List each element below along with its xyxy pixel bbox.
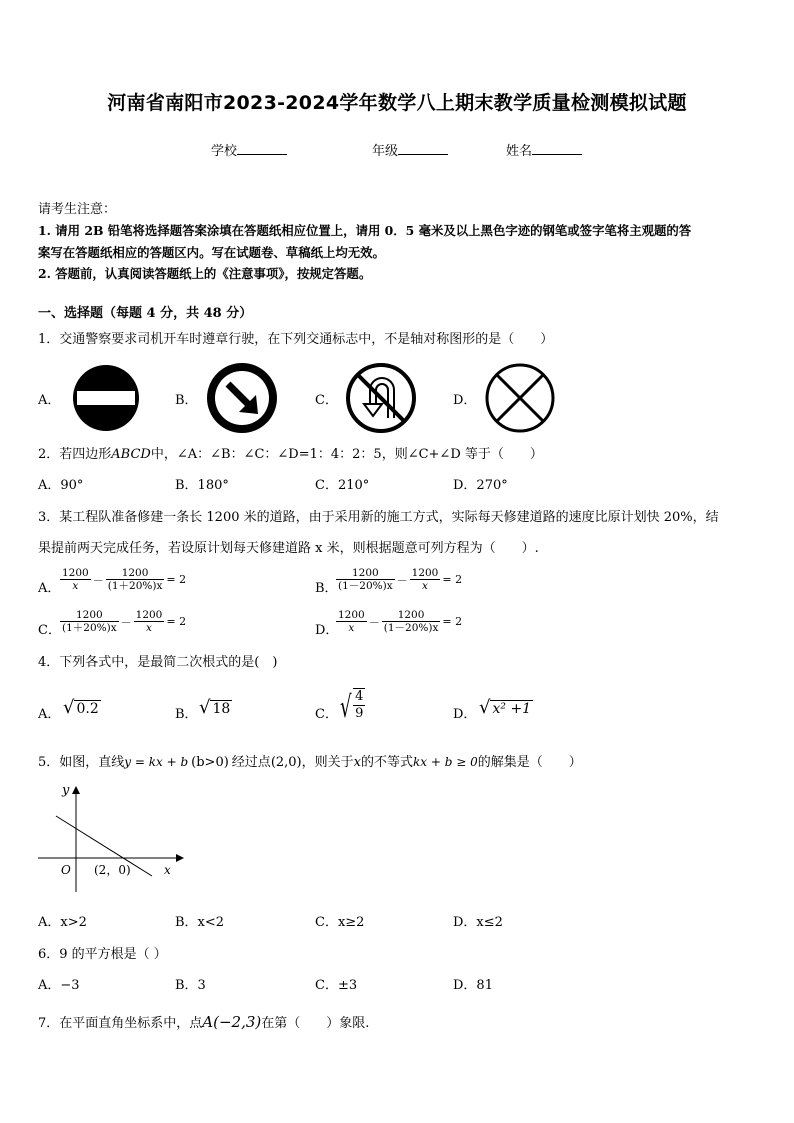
q4-option-b-radical: √ 18 bbox=[199, 697, 231, 718]
no-u-turn-sign-icon bbox=[345, 362, 417, 434]
q3-option-a-label: A． bbox=[38, 581, 61, 596]
q5-stem-c: ，则关于 bbox=[301, 755, 354, 770]
q4-stem: 4．下列各式中，是最简二次根式的是( ) bbox=[38, 655, 278, 670]
q2-stem bbox=[38, 444, 543, 466]
q6-option-b: B．3 bbox=[175, 978, 206, 993]
q1-stem: 1．交通警察要求司机开车时遵章行驶，在下列交通标志中，不是轴对称图形的是（ ） bbox=[38, 332, 554, 347]
section-heading: 一、选择题（每题 4 分，共 48 分） bbox=[38, 306, 253, 321]
q3-option-b-equation: $\frac{1200}{(1-20\%)x}$ － $\frac{1200}{x}$ = 2 bbox=[338, 567, 463, 592]
q2-option-c: C．210° bbox=[315, 478, 370, 493]
q4-option-c-label: C． bbox=[315, 707, 338, 722]
notice-heading: 请考生注意： bbox=[38, 202, 117, 217]
q6-stem: 6．9 的平方根是（ ） bbox=[38, 947, 167, 962]
x-axis-label: x bbox=[164, 863, 171, 877]
q4-option-d-radical: √ x² +1 bbox=[479, 697, 532, 718]
exam-title: 河南省南阳市2023-2024学年数学八上期末教学质量检测模拟试题 bbox=[107, 92, 687, 114]
q3-option-d-label: D． bbox=[315, 623, 339, 638]
q5-stem-e: 的解集是（ ） bbox=[477, 755, 582, 770]
name-blank bbox=[532, 142, 582, 155]
fraction: $\frac{1200}{(1-20\%)x}$ bbox=[338, 567, 393, 592]
q4-option-d-label: D． bbox=[453, 707, 477, 722]
grade-blank bbox=[398, 142, 448, 155]
q7-point: A(−2,3) bbox=[202, 1013, 262, 1031]
q1-option-a-label: A． bbox=[38, 393, 61, 408]
origin-label: O bbox=[61, 863, 71, 877]
fraction: $\frac{1200}{x}$ bbox=[62, 567, 89, 592]
q4-option-c-radical: √ $\frac{4}{9}$ bbox=[340, 688, 365, 728]
notice-line-1b: 案写在答题纸相应的答题区内。写在试题卷、草稿纸上均无效。 bbox=[38, 245, 385, 260]
q5-stem-d: 的不等式 bbox=[361, 755, 414, 770]
q5-stem-b: 经过点 bbox=[231, 755, 271, 770]
q3-option-b-label: B． bbox=[315, 581, 338, 596]
q5-option-a: A．x>2 bbox=[38, 915, 87, 930]
q3-option-d-equation: $\frac{1200}{x}$ － $\frac{1200}{(1-20\%)x}$ = 2 bbox=[338, 609, 463, 634]
q2-option-d: D．270° bbox=[453, 478, 508, 493]
no-entry-sign-icon bbox=[72, 364, 140, 432]
q7-stem-a: 7．在平面直角坐标系中，点 bbox=[38, 1016, 203, 1031]
q2-option-a: A．90° bbox=[38, 478, 84, 493]
q5-var: x bbox=[353, 755, 361, 770]
no-stopping-sign-icon bbox=[484, 362, 556, 434]
fraction: $\frac{1200}{(1-20\%)x}$ bbox=[383, 609, 439, 634]
notice-line-1a: 1. 请用 2B 铅笔将选择题答案涂填在答题纸相应位置上，请用 0．5 毫米及以上黑色字迹的钢笔或签字笔将主观题的答 bbox=[38, 223, 692, 238]
q2-stem-b: 中，∠A：∠B：∠C：∠D=1：4：2：5，则∠C+∠D 等于（ ） bbox=[150, 447, 543, 462]
q5-stem-a: 5．如图，直线 bbox=[38, 755, 125, 770]
q2-option-b: B．180° bbox=[175, 478, 229, 493]
q5-condition: (b>0) bbox=[191, 755, 229, 770]
q3-option-c-equation: $\frac{1200}{(1+20\%)x}$ － $\frac{1200}{x}$ = 2 bbox=[62, 609, 187, 634]
q5-option-d: D．x≤2 bbox=[453, 915, 503, 930]
name-label: 姓名 bbox=[506, 144, 533, 159]
q2-stem-var: ABCD bbox=[111, 447, 151, 462]
y-axis-arrow-icon bbox=[72, 786, 80, 794]
q5-option-b: B．x<2 bbox=[175, 915, 225, 930]
q5-line-equation: y = kx + b bbox=[124, 755, 189, 769]
q4-option-b-label: B． bbox=[175, 707, 198, 722]
fraction: $\frac{1200}{(1+20\%)x}$ bbox=[107, 567, 163, 592]
grade-field bbox=[372, 140, 448, 159]
fraction: $\frac{1200}{x}$ bbox=[411, 567, 439, 592]
q6-option-d: D．81 bbox=[453, 978, 493, 993]
q1-option-b-label: B． bbox=[175, 393, 198, 408]
q7-stem-b: 在第（ ）象限. bbox=[261, 1016, 370, 1031]
q6-option-c: C．±3 bbox=[315, 978, 358, 993]
point-label: (2，0) bbox=[94, 863, 131, 877]
q5-point: (2,0) bbox=[270, 755, 302, 770]
q2-stem-a: 2．若四边形 bbox=[38, 447, 112, 462]
q5-stem bbox=[38, 751, 582, 774]
school-label: 学校 bbox=[211, 144, 238, 159]
y-axis-label: y bbox=[62, 783, 70, 798]
q4-option-a-label: A． bbox=[38, 707, 61, 722]
q5-inequality: kx + b ≥ 0 bbox=[413, 755, 478, 769]
q3-stem-line-2: 果提前两天完成任务，若设原计划每天修建道路 x 米，则根据题意可列方程为（ ）. bbox=[38, 541, 539, 556]
q1-option-d-label: D． bbox=[453, 393, 477, 408]
q3-option-a-equation: $\frac{1200}{x}$ － $\frac{1200}{(1+20\%)x}$ = 2 bbox=[62, 567, 187, 592]
q6-option-a: A．−3 bbox=[38, 978, 80, 993]
q4-option-a-radical: √ 0.2 bbox=[63, 697, 99, 718]
grade-label: 年级 bbox=[372, 144, 399, 159]
fraction: $\frac{1200}{x}$ bbox=[135, 609, 163, 634]
school-blank bbox=[237, 142, 287, 155]
diagonal-arrow-sign-icon bbox=[206, 362, 278, 434]
q1-option-c-label: C． bbox=[315, 393, 338, 408]
q5-graph bbox=[36, 780, 186, 892]
fraction: $\frac{1200}{(1+20\%)x}$ bbox=[62, 609, 117, 634]
notice-line-2: 2. 答题前，认真阅读答题纸上的《注意事项》，按规定答题。 bbox=[38, 266, 372, 281]
q3-stem-line-1: 3．某工程队准备修建一条长 1200 米的道路，由于采用新的施工方式，实际每天修建道路的速度比原计划快 20%，结 bbox=[38, 510, 719, 525]
x-axis-arrow-icon bbox=[176, 854, 184, 862]
q5-option-c: C．x≥2 bbox=[315, 915, 365, 930]
school-field bbox=[211, 140, 287, 159]
name-field bbox=[506, 140, 582, 159]
fraction: $\frac{1200}{x}$ bbox=[338, 609, 365, 634]
q3-option-c-label: C． bbox=[38, 623, 61, 638]
q7-stem bbox=[38, 1011, 369, 1035]
